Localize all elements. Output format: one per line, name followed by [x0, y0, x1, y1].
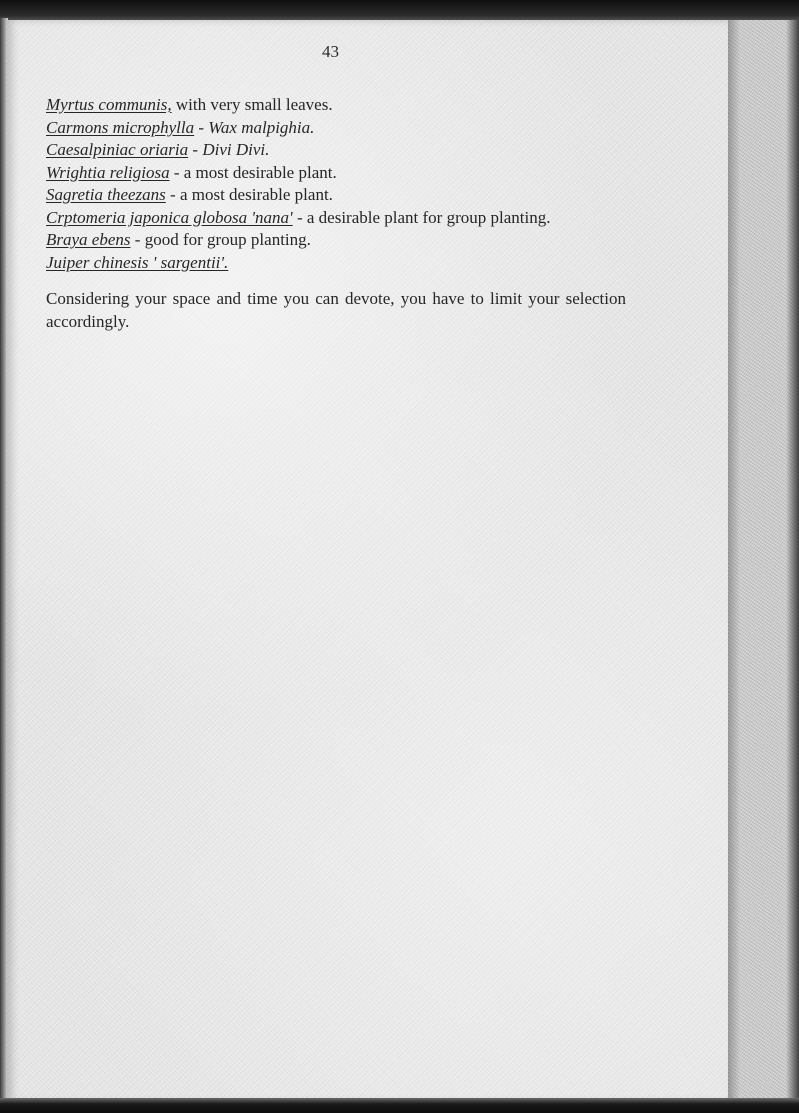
plant-description: Wax malpighia. [208, 117, 315, 137]
plant-description: a most desirable plant. [183, 162, 337, 182]
separator: - [169, 162, 184, 182]
list-item [46, 162, 550, 185]
list-item [46, 94, 550, 117]
separator: - [292, 207, 307, 227]
page-number: 43 [322, 42, 339, 61]
plant-name: Sagretia theezans [46, 185, 166, 204]
plant-name: Myrtus communis, [46, 95, 172, 114]
plant-description: good for group planting. [144, 230, 311, 249]
list-item [46, 207, 550, 230]
plant-list [46, 94, 550, 274]
separator: - [165, 185, 180, 204]
plant-name: Crptomeria japonica globosa 'nana' [46, 207, 293, 227]
scan-top-shadow [0, 0, 799, 22]
plant-name: Caesalpiniac oriaria [46, 140, 189, 159]
page-edge-shadow [786, 20, 799, 1102]
list-item [46, 229, 550, 252]
plant-name: Juiper chinesis ' sargentii'. [46, 252, 229, 272]
plant-name: Wrightia religiosa [46, 162, 170, 182]
plant-description: with very small leaves. [175, 95, 333, 114]
list-item [46, 184, 550, 207]
separator: - [194, 117, 209, 137]
body-paragraph: Considering your space and time you can devote, you have to limit your selection accordingly. [46, 289, 626, 331]
list-item [46, 139, 550, 162]
plant-name: Carmons microphylla [46, 117, 195, 137]
plant-description: a most desirable plant. [179, 185, 333, 204]
scan-bottom-shadow [0, 1098, 799, 1113]
plant-name: Braya ebens [46, 230, 131, 249]
list-item [46, 252, 550, 275]
separator: - [130, 230, 145, 249]
plant-description: Divi Divi. [202, 140, 270, 159]
plant-description: a desirable plant for group planting. [306, 207, 551, 227]
list-item [46, 117, 550, 140]
separator: - [188, 140, 203, 159]
